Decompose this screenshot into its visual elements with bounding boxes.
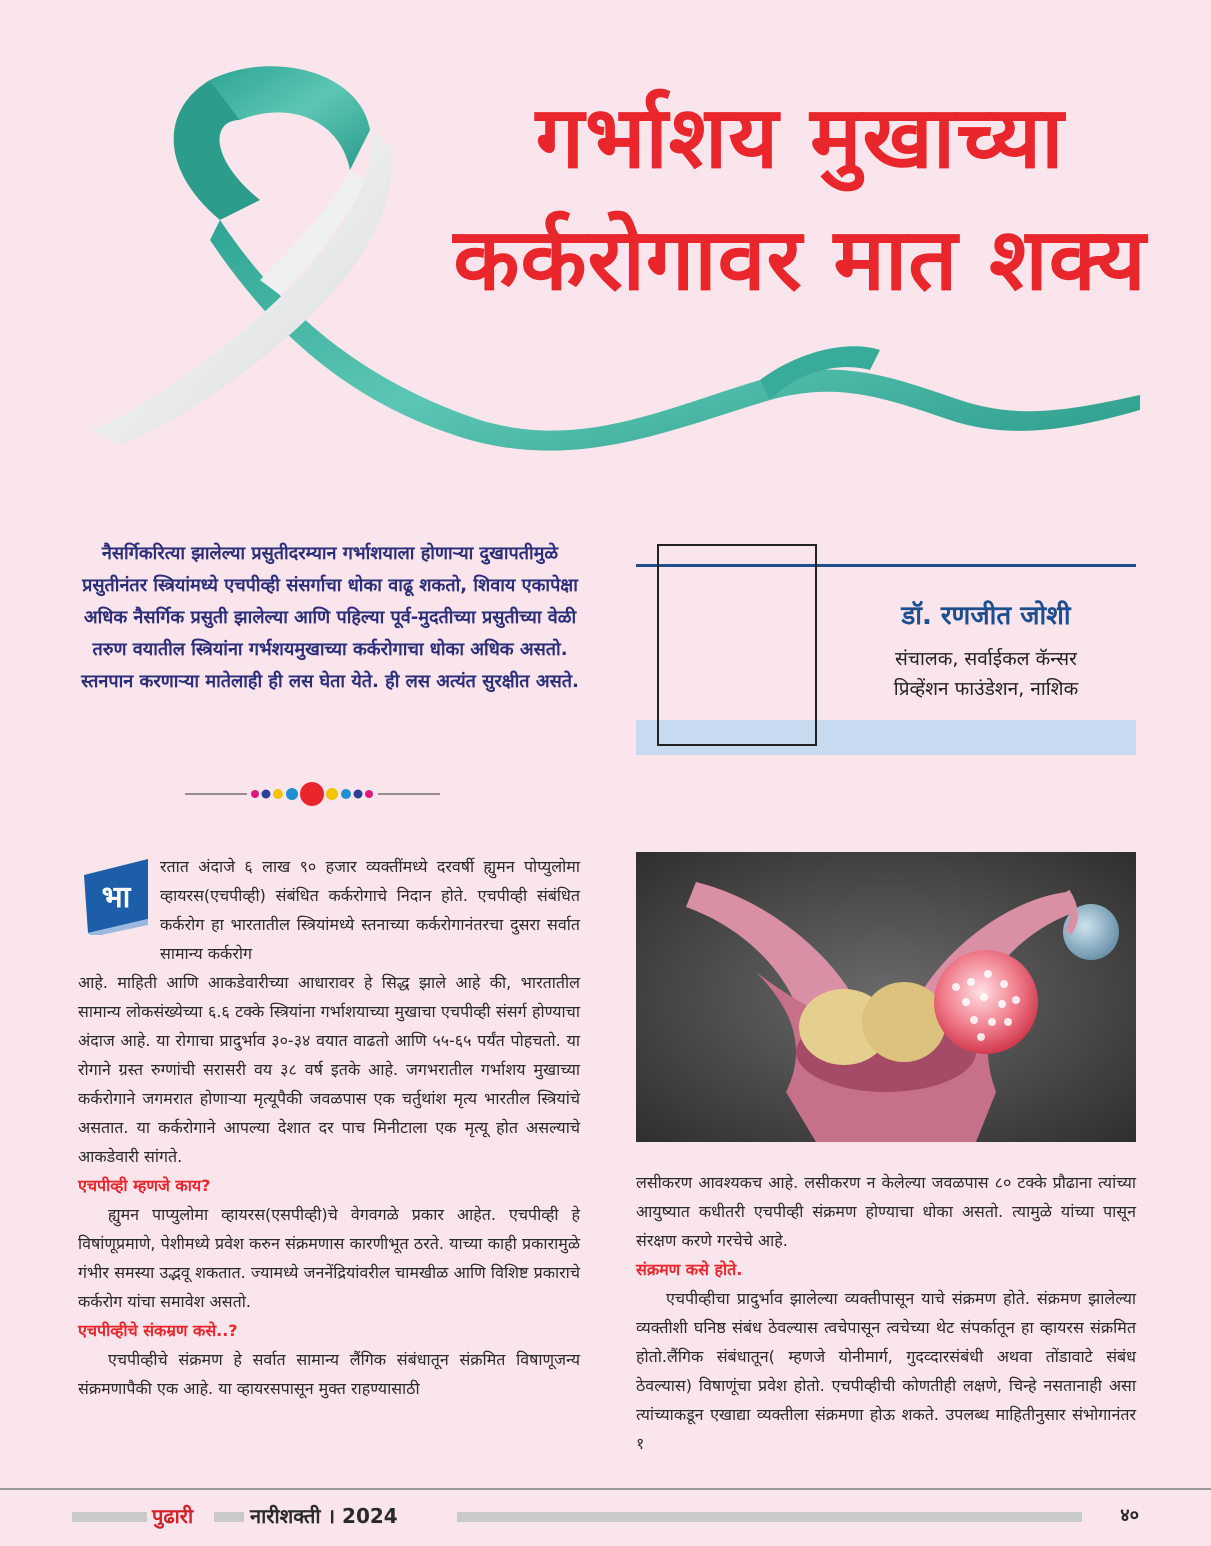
colored-dots-divider-icon bbox=[185, 782, 440, 806]
subheading-hpv-transmission: एचपीव्हीचे संकम्रण कसे..? bbox=[78, 1321, 238, 1340]
dropcap-letter: भा bbox=[101, 880, 131, 915]
footer-gray-bar-right bbox=[457, 1512, 1082, 1522]
footer-rule bbox=[0, 1488, 1211, 1490]
article-right-column bbox=[636, 1168, 1136, 1458]
author-name: डॉ. रणजीत जोशी bbox=[901, 601, 1071, 631]
headline-line-1: गर्भाशय मुखाच्या bbox=[535, 88, 1065, 188]
author-role-line-2: प्रिव्हेंशन फाउंडेशन, नाशिक bbox=[893, 678, 1079, 700]
article-paragraph-3: एचपीव्हीचे संक्रमण हे सर्वात सामान्य लैंगिक संबंधातून संक्रमित विषाणूजन्य संक्रमणापैकी एक आहे. या व्हायरसपासून मुक्त राहण्यासाठी bbox=[78, 1350, 580, 1398]
page-number: ४० bbox=[1120, 1505, 1139, 1526]
article-paragraph-2: ह्युमन पाप्युलोमा व्हायरस(एसपीव्ही)चे वेगवगळे प्रकार आहेत. एचपीव्ही हे विषांणूप्रमाणे, पेशीमध्ये प्रवेश करुन संक्रमणास कारणीभूत ठरते. याच्या काही प्रकारामुळे गंभीर समस्या उद्भवू शकतात. ज्यामध्ये जननेंद्रियांवरील चामखीळ आणि विशिष्ट प्रकाराचे कर्करोग यांचा समावेश असतो. bbox=[78, 1205, 580, 1311]
intro-standfirst: नैसर्गिकरित्या झालेल्या प्रसुतीदरम्यान गर्भाशयाला होणाऱ्या दुखापतीमुळे प्रसुतीनंतर स्त्रियांमध्ये एचपीव्ही संसर्गाचा धोका वाढू शकतो, शिवाय एकापेक्षा अधिक नैसर्गिक प्रसुती झालेल्या आणि पहिल्या पूर्व-मुदतीच्या प्रसुतीच्या वेळी तरुण वयातील स्त्रियांना गर्भशयमुखाच्या कर्करोगाचा धोका अधिक असतो. स्तनपान करणाऱ्या मातेलाही ही लस घेता येते. ही लस अत्यंत सुरक्षीत असते. bbox=[81, 543, 579, 692]
article-paragraph-5: एचपीव्हीचा प्रादुर्भाव झालेल्या व्यक्तीपासून याचे संक्रमण होते. संक्रमण झालेल्या व्यक्तीशी घनिष्ठ संबंध ठेवल्यास त्वचेपासून त्वचेच्या थेट संपर्कातून हा व्हायरस संक्रमित होतो.लैंगिक संबंधातून( म्हणजे योनीमार्ग, गुदव्दारसंबंधी अथवा तोंडावाटे संबंध ठेवल्यास) विषाणूंचा प्रवेश होतो. एचपीव्हीची कोणतीही लक्षणे, चिन्हे नसतानाही असा त्यांच्याकडून एखाद्या व्यक्तीला संक्रमणा होऊ शकते. उपलब्ध माहितीनुसार संभोगानंतर १ bbox=[636, 1289, 1136, 1453]
article-left-column bbox=[78, 968, 580, 1403]
page-footer bbox=[72, 1504, 1139, 1528]
footer-gray-bar-left bbox=[72, 1512, 147, 1522]
article-paragraph-4: लसीकरण आवश्यकच आहे. लसीकरण न केलेल्या जवळपास ८० टक्के प्रौढाना त्यांच्या आयुष्यात कधीतरी एचपीव्ही संक्रमण होण्याचा धोका असतो. त्यामुळे यांच्या पासून संरक्षण करणे गरचेचे आहे. bbox=[636, 1173, 1136, 1250]
dropcap-badge bbox=[78, 855, 152, 935]
footer-publication: नारीशक्ती । 2024 bbox=[250, 1504, 398, 1528]
cervix-virus-illustration bbox=[636, 852, 1136, 1142]
footer-gray-bar-mid bbox=[214, 1512, 244, 1522]
author-role-line-1: संचालक, सर्वाईकल कॅन्सर bbox=[895, 648, 1077, 670]
author-box bbox=[636, 540, 1136, 755]
subheading-what-is-hpv: एचपीव्ही म्हणजे काय? bbox=[78, 1176, 211, 1195]
article-paragraph-1: आहे. माहिती आणि आकडेवारीच्या आधारावर हे सिद्ध झाले आहे की, भारतातील सामान्य लोकसंख्येच्या ६.६ टक्के स्त्रियांना गर्भाशयाच्या मुखाचा एचपीव्ही संसर्ग होण्याचा अंदाज आहे. या रोगाचा प्रादुर्भाव ३०-३४ वयात वाढतो आणि ५५-६५ पर्यंत पोहचतो. या रोगाने ग्रस्त रुग्णांची सरासरी वय ३८ वर्ष इतके आहे. जगभरातील गर्भाशय मुखाच्या कर्करोगाने जगमरात होणाऱ्या मृत्यूपैकी जवळपास एक चर्तुथांश मृत्य भारतील स्त्रियांचे असतात. या कर्करोगाने आपल्या देशात दर पाच मिनीटाला एक मृत्यू होत असल्याचे आकडेवारी सांगते. bbox=[78, 973, 580, 1166]
article-lead: रतात अंदाजे ६ लाख ९० हजार व्यक्तींमध्ये दरवर्षी ह्युमन पोप्युलोमा व्हायरस(एचपीव्ही) संबंधित कर्करोगाचे निदान होते. एचपीव्ही संबंधित कर्करोग हा भारतातील स्त्रियांमध्ये स्तनाच्या कर्करोगानंतरचा दुसरा सर्वात सामान्य कर्करोग bbox=[160, 857, 580, 963]
subheading-how-infection-happens: संक्रमण कसे होते. bbox=[636, 1260, 743, 1279]
author-role bbox=[836, 644, 1136, 704]
footer-brand: पुढारी bbox=[152, 1504, 194, 1528]
author-photo-frame bbox=[657, 544, 817, 746]
headline-line-2: कर्करोगावर मात शक्य bbox=[453, 210, 1147, 310]
